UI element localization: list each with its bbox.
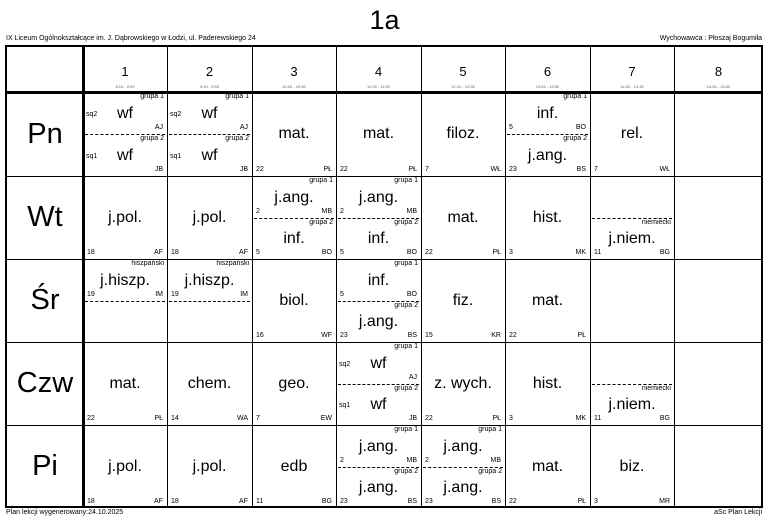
lesson-room: 22: [87, 415, 95, 422]
group-label: grupa 2: [225, 135, 249, 142]
lesson-subject: wf: [117, 147, 133, 164]
group-label: grupa 2: [394, 467, 418, 475]
period-number: 8: [714, 64, 723, 79]
lesson-teacher: MB: [406, 456, 417, 464]
group-label: grupa 2: [394, 218, 418, 226]
period-header: [590, 47, 674, 92]
group-slot: [421, 425, 505, 467]
group-slot: [336, 467, 421, 509]
lesson-room: 18: [87, 498, 95, 505]
lesson-subject: mat.: [278, 125, 310, 142]
lesson-teacher: PŁ: [323, 166, 332, 173]
group-label: hiszpański: [216, 260, 249, 267]
period-time: 14:00 - 14:45: [620, 84, 644, 89]
period-time: 9:10 - 9:55: [199, 84, 220, 89]
group-label: grupa 1: [563, 93, 587, 100]
generated-date: Plan lekcji wygenerowany:24.10.2025: [6, 509, 124, 516]
day-label: Wt: [27, 201, 63, 233]
lesson-cell[interactable]: [590, 425, 674, 508]
lesson-cell[interactable]: [167, 259, 252, 342]
lesson-subject: hist.: [532, 374, 563, 392]
lesson-cell[interactable]: [252, 342, 336, 425]
lesson-teacher: EW: [320, 415, 332, 422]
lesson-teacher: WF: [321, 332, 332, 339]
period-number: 2: [205, 64, 214, 79]
lesson-subject: j.ang.: [527, 147, 568, 164]
lesson-subject: hist.: [532, 208, 563, 226]
lesson-teacher: BS: [576, 166, 586, 173]
lesson-room: 7: [256, 415, 260, 422]
group-slot: [590, 384, 674, 426]
group-label: grupa 1: [394, 343, 418, 350]
lesson-cell[interactable]: [336, 342, 421, 425]
lesson-subject: inf.: [367, 230, 390, 248]
lesson-subject: mat.: [362, 125, 395, 142]
lesson-cell[interactable]: [167, 342, 252, 425]
group-slot: [83, 92, 167, 134]
lesson-cell[interactable]: [83, 92, 167, 176]
lesson-cell[interactable]: [505, 425, 590, 508]
lesson-cell[interactable]: [83, 342, 167, 425]
lesson-subject: geo.: [278, 374, 310, 392]
lesson-room: 5: [340, 290, 344, 298]
lesson-teacher: WŁ: [659, 166, 670, 173]
lesson-room: 5: [340, 249, 344, 256]
lesson-teacher: AF: [239, 498, 248, 505]
group-label: grupa 2: [394, 301, 418, 309]
subgroup-label: sq2: [170, 111, 182, 118]
lesson-subject: j.pol.: [108, 208, 142, 226]
lesson-cell[interactable]: [421, 342, 505, 425]
lesson-subject: j.hiszp.: [100, 271, 150, 289]
lesson-teacher: MB: [490, 456, 501, 464]
group-label: grupa 2: [140, 135, 164, 142]
lesson-room: 19: [87, 290, 95, 298]
day-label: Pi: [32, 450, 58, 482]
lesson-room: 14: [171, 415, 179, 422]
group-slot: [336, 218, 421, 260]
group-label: grupa 2: [478, 467, 502, 475]
lesson-subject: j.ang.: [358, 479, 399, 497]
lesson-teacher: JB: [408, 415, 417, 422]
lesson-room: 23: [340, 332, 348, 339]
lesson-teacher: JB: [154, 166, 163, 173]
lesson-room: 5: [509, 124, 513, 131]
lesson-teacher: AJ: [408, 373, 417, 381]
lesson-teacher: BO: [575, 124, 586, 131]
period-time: 11:05 - 11:50: [367, 84, 390, 89]
lesson-teacher: IM: [155, 290, 163, 298]
group-slot: [83, 134, 167, 176]
lesson-subject: fiz.: [452, 291, 474, 309]
lesson-cell[interactable]: [336, 259, 421, 342]
lesson-room: 22: [256, 166, 264, 173]
lesson-teacher: PŁ: [492, 249, 501, 256]
lesson-subject: mat.: [447, 208, 479, 226]
lesson-room: 5: [256, 249, 260, 256]
lesson-teacher: BG: [321, 498, 332, 505]
class-title: 1a: [369, 5, 400, 35]
group-label: grupa 1: [394, 260, 418, 267]
period-number: 7: [628, 64, 636, 79]
lesson-room: 2: [425, 456, 429, 464]
lesson-teacher: KR: [491, 332, 501, 339]
lesson-cell[interactable]: [83, 176, 167, 259]
lesson-teacher: PŁ: [577, 498, 586, 505]
lesson-subject: wf: [201, 105, 218, 122]
lesson-room: 3: [509, 415, 513, 422]
lesson-room: 23: [340, 498, 348, 505]
period-time: 8:15 - 9:00: [115, 84, 135, 89]
lesson-cell[interactable]: [421, 259, 505, 342]
lesson-room: 7: [425, 166, 429, 173]
lesson-teacher: MB: [406, 207, 417, 215]
lesson-subject: wf: [201, 147, 218, 164]
lesson-room: 11: [594, 249, 602, 256]
lesson-subject: inf.: [536, 105, 559, 122]
period-number: 1: [121, 64, 129, 79]
lesson-room: 7: [594, 166, 598, 173]
lesson-room: 18: [171, 249, 179, 256]
group-slot: [83, 259, 167, 301]
lesson-subject: j.niem.: [608, 396, 656, 414]
lesson-teacher: AF: [154, 249, 163, 256]
lesson-teacher: WA: [236, 415, 248, 422]
lesson-teacher: BO: [321, 249, 332, 256]
timetable-grid: [5, 45, 763, 508]
lesson-cell[interactable]: [167, 92, 252, 176]
lesson-room: 11: [594, 415, 602, 422]
lesson-cell[interactable]: [167, 176, 252, 259]
group-label: niemiecki: [641, 384, 671, 392]
lesson-room: 3: [509, 249, 513, 256]
lesson-room: 22: [509, 332, 517, 339]
lesson-subject: j.ang.: [358, 313, 399, 331]
period-header: [421, 47, 505, 92]
grid-column-divider: [674, 47, 675, 506]
group-divider: [169, 301, 250, 302]
group-slot: [336, 301, 421, 343]
lesson-cell[interactable]: [336, 176, 421, 259]
group-slot: [336, 342, 421, 384]
lesson-teacher: IM: [240, 290, 248, 298]
lesson-teacher: BO: [406, 249, 417, 256]
lesson-cell[interactable]: [505, 92, 590, 176]
lesson-subject: edb: [280, 457, 308, 475]
lesson-room: 18: [171, 498, 179, 505]
subgroup-label: sq2: [339, 360, 351, 368]
lesson-subject: inf.: [367, 271, 390, 289]
lesson-cell[interactable]: [336, 425, 421, 508]
lesson-teacher: BO: [406, 290, 417, 298]
lesson-teacher: PŁ: [408, 166, 417, 173]
group-slot: [336, 425, 421, 467]
group-slot: [336, 384, 421, 426]
lesson-teacher: BS: [407, 498, 417, 505]
lesson-teacher: BS: [407, 332, 417, 339]
lesson-cell[interactable]: [421, 92, 505, 176]
day-label: Śr: [30, 284, 60, 316]
lesson-subject: mat.: [531, 291, 564, 309]
lesson-teacher: MR: [659, 498, 670, 505]
subgroup-label: sq2: [86, 111, 98, 118]
period-number: 5: [459, 64, 467, 79]
period-number: 4: [374, 64, 383, 79]
group-label: grupa 1: [140, 93, 164, 100]
lesson-room: 16: [256, 332, 264, 339]
lesson-subject: wf: [370, 354, 387, 372]
lesson-room: 15: [425, 332, 433, 339]
lesson-subject: mat.: [109, 374, 141, 392]
period-header: [83, 47, 167, 92]
group-label: grupa 1: [394, 177, 418, 184]
lesson-teacher: WŁ: [490, 166, 501, 173]
lesson-teacher: AJ: [154, 124, 163, 131]
group-label: grupa 1: [309, 177, 333, 184]
software-brand: aSc Plan Lekcji: [714, 509, 762, 516]
period-number: 6: [543, 64, 552, 79]
lesson-subject: chem.: [187, 374, 232, 392]
lesson-room: 22: [340, 166, 348, 173]
lesson-subject: wf: [117, 105, 133, 122]
lesson-cell[interactable]: [421, 425, 505, 508]
lesson-subject: rel.: [620, 125, 644, 142]
group-slot: [252, 218, 336, 260]
lesson-teacher: BG: [659, 249, 670, 256]
lesson-subject: z. wych.: [434, 374, 492, 392]
lesson-teacher: AF: [154, 498, 163, 505]
lesson-subject: j.pol.: [192, 457, 227, 475]
lesson-cell[interactable]: [505, 176, 590, 259]
day-label: Czw: [16, 367, 74, 399]
lesson-cell[interactable]: [83, 425, 167, 508]
lesson-subject: mat.: [531, 457, 564, 475]
lesson-subject: j.ang.: [443, 479, 483, 497]
lesson-room: 22: [425, 415, 433, 422]
lesson-room: 3: [594, 498, 598, 505]
group-slot: [590, 218, 674, 260]
lesson-teacher: AF: [239, 249, 248, 256]
lesson-cell[interactable]: [590, 176, 674, 259]
lesson-room: 2: [256, 207, 260, 215]
period-time: 10:05 - 10:50: [282, 84, 306, 89]
group-slot: [505, 134, 590, 176]
lesson-subject: j.ang.: [358, 188, 399, 206]
lesson-cell[interactable]: [505, 259, 590, 342]
lesson-room: 18: [87, 249, 95, 256]
lesson-cell[interactable]: [167, 425, 252, 508]
lesson-cell[interactable]: [252, 425, 336, 508]
lesson-teacher: PŁ: [154, 415, 163, 422]
group-label: grupa 1: [225, 93, 249, 100]
lesson-subject: j.ang.: [358, 437, 399, 455]
lesson-room: 2: [340, 207, 344, 215]
lesson-room: 23: [425, 498, 433, 505]
group-label: grupa 1: [394, 426, 418, 433]
period-time: 12:10 - 12:55: [451, 84, 475, 89]
group-slot: [167, 134, 252, 176]
lesson-teacher: PŁ: [577, 332, 586, 339]
period-header: [674, 47, 763, 92]
lesson-subject: j.pol.: [192, 208, 227, 226]
lesson-room: 2: [340, 456, 344, 464]
lesson-teacher: AJ: [239, 124, 248, 131]
group-slot: [252, 176, 336, 218]
subgroup-label: sq1: [170, 153, 182, 160]
subgroup-label: sq1: [86, 153, 98, 160]
lesson-room: 19: [171, 290, 179, 298]
lesson-cell[interactable]: [590, 92, 674, 176]
lesson-teacher: MK: [575, 249, 586, 256]
lesson-teacher: PŁ: [492, 415, 501, 422]
group-label: grupa 1: [478, 426, 502, 433]
group-label: grupa 2: [563, 135, 587, 142]
subgroup-label: sq1: [339, 402, 351, 410]
group-slot: [421, 467, 505, 509]
group-slot: [167, 259, 252, 301]
lesson-subject: filoz.: [446, 125, 480, 142]
lesson-subject: biol.: [279, 291, 309, 309]
group-label: niemiecki: [641, 218, 671, 226]
period-time: 14:55 - 15:40: [706, 84, 731, 89]
lesson-room: 11: [256, 498, 264, 505]
period-header: [336, 47, 421, 92]
lesson-cell[interactable]: [421, 176, 505, 259]
group-label: hiszpański: [131, 260, 164, 267]
group-slot: [505, 92, 590, 134]
lesson-cell[interactable]: [252, 92, 336, 176]
lesson-room: 22: [509, 498, 517, 505]
lesson-teacher: BG: [659, 415, 670, 422]
lesson-teacher: MK: [575, 415, 586, 422]
lesson-cell[interactable]: [336, 92, 421, 176]
day-label: Pn: [27, 117, 63, 150]
lesson-cell[interactable]: [252, 259, 336, 342]
group-label: grupa 2: [309, 218, 333, 226]
group-label: grupa 2: [394, 384, 418, 392]
lesson-subject: j.niem.: [608, 230, 656, 248]
period-number: 3: [290, 64, 298, 79]
lesson-subject: j.ang.: [274, 188, 314, 206]
lesson-teacher: MB: [321, 207, 332, 215]
period-header: [505, 47, 590, 92]
lesson-subject: wf: [370, 396, 387, 414]
group-slot: [336, 259, 421, 301]
lesson-subject: biz.: [619, 457, 645, 475]
lesson-cell[interactable]: [590, 342, 674, 425]
homeroom-teacher: Wychowawca : Płoszaj Bogumiła: [659, 35, 762, 42]
group-slot: [336, 176, 421, 218]
lesson-cell[interactable]: [83, 259, 167, 342]
lesson-subject: inf.: [283, 230, 305, 248]
school-name: IX Liceum Ogólnokształcące im. J. Dąbrowskiego w Łodzi, ul. Paderewskiego 24: [6, 35, 256, 42]
period-time: 13:05 - 13:50: [535, 84, 560, 89]
group-slot: [167, 92, 252, 134]
group-divider: [85, 301, 165, 302]
period-header: [252, 47, 336, 92]
lesson-subject: j.pol.: [108, 457, 142, 475]
lesson-cell[interactable]: [505, 342, 590, 425]
lesson-subject: j.hiszp.: [184, 271, 235, 289]
lesson-room: 22: [425, 249, 433, 256]
lesson-teacher: JB: [239, 166, 248, 173]
lesson-teacher: BS: [491, 498, 501, 505]
lesson-room: 23: [509, 166, 517, 173]
lesson-cell[interactable]: [252, 176, 336, 259]
period-header: [167, 47, 252, 92]
lesson-subject: j.ang.: [443, 437, 483, 455]
